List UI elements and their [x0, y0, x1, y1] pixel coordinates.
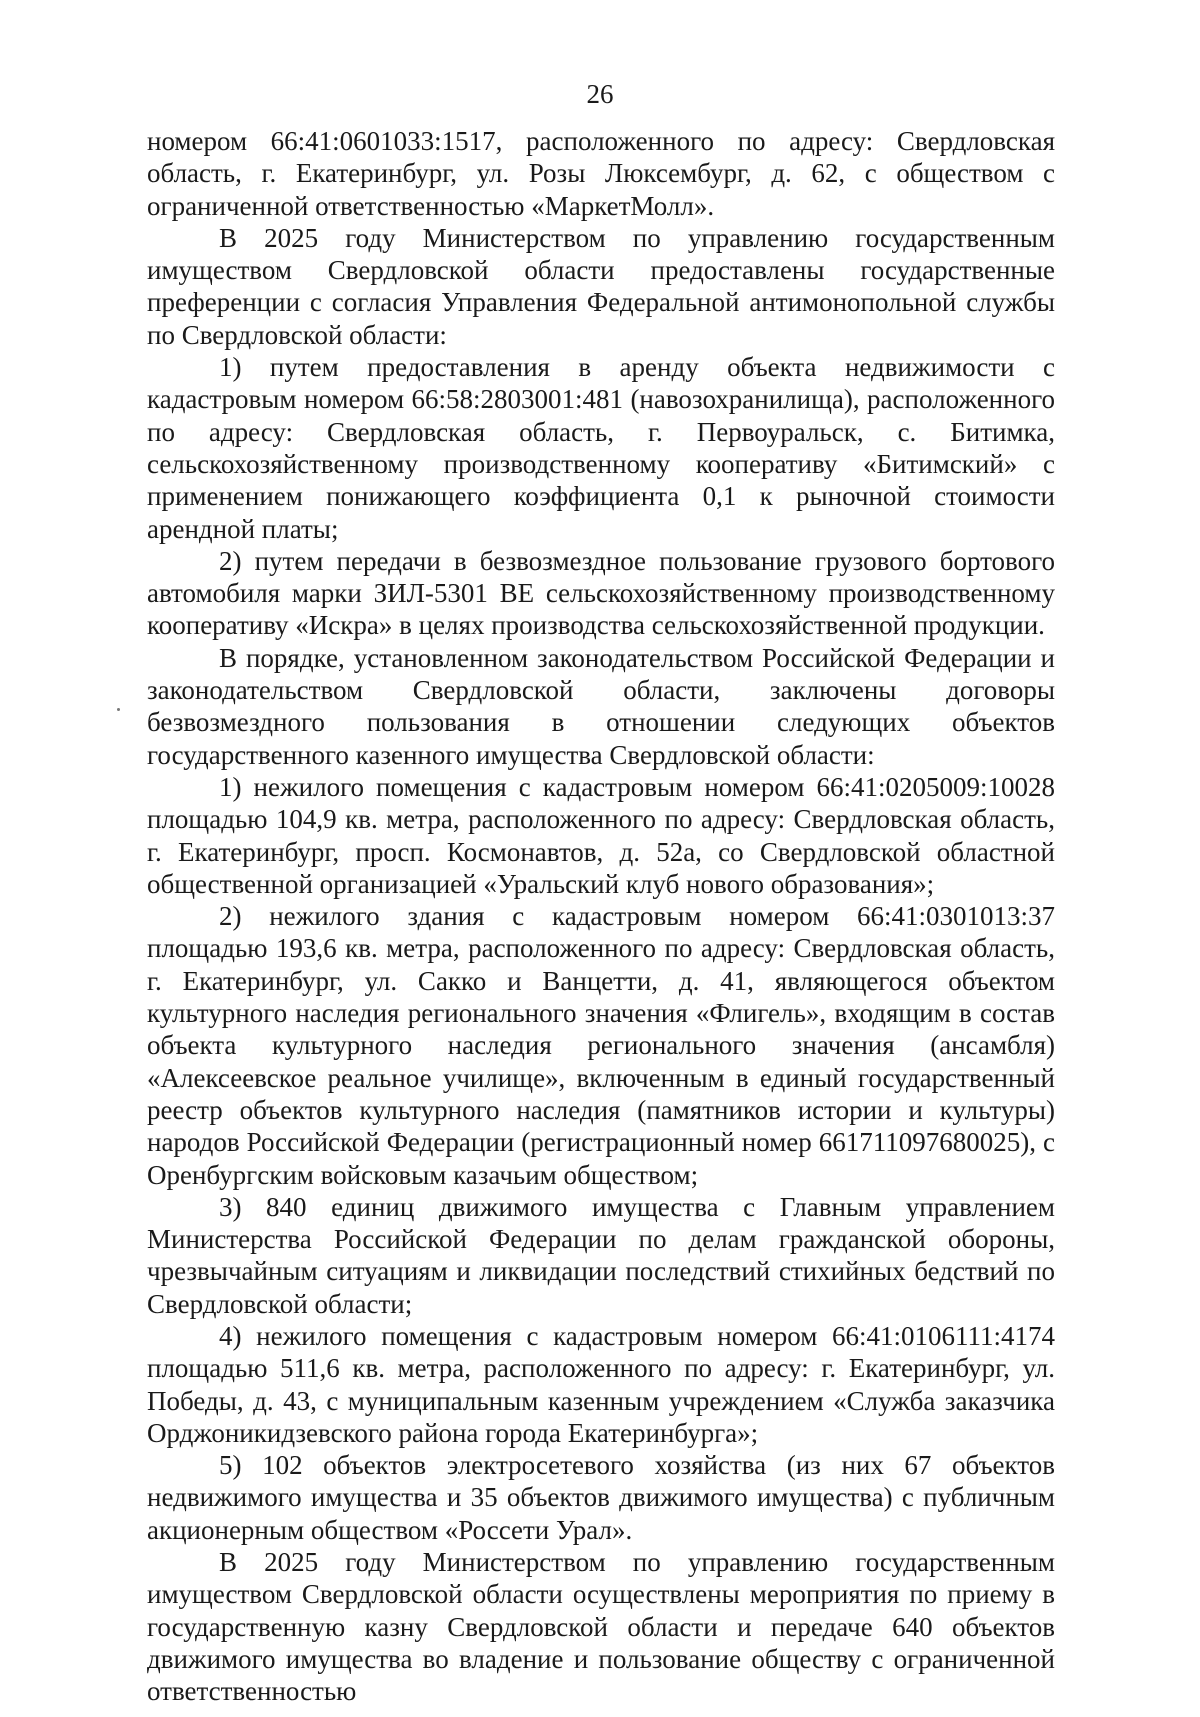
paragraph-contract-item-4: 4) нежилого помещения с кадастровым номером 66:41:0106111:4174 площадью 511,6 кв. метра, расположенного по адресу: г. Екатеринбург, ул. Победы, д. 43, с муниципальным казенным учреждением «Служба заказчика Орджоникидзевского района города Екатеринбурга»; — [147, 1320, 1055, 1448]
paragraph-contract-item-5: 5) 102 объектов электросетевого хозяйства (из них 67 объектов недвижимого имущества и 35 объектов движимого имущества) с публичным акционерным обществом «Россети Урал». — [147, 1450, 1055, 1545]
paragraph-contract-item-1: 1) нежилого помещения с кадастровым номером 66:41:0205009:10028 площадью 104,9 кв. метра, расположенного по адресу: Свердловская область, г. Екатеринбург, просп. Космонавтов, д. 52а, со Свердловской областной общественной организацией «Уральский клуб нового образования»; — [147, 771, 1055, 899]
paragraph-continuation: номером 66:41:0601033:1517, расположенного по адресу: Свердловская область, г. Екатеринбург, ул. Розы Люксембург, д. 62, с обществом с ограниченной ответственностью «МаркетМолл». — [147, 126, 1055, 221]
paragraph-preference-item-1: 1) путем предоставления в аренду объекта недвижимости с кадастровым номером 66:58:2803001:481 (навозохранилища), расположенного по адресу: Свердловская область, г. Первоуральск, с. Битимка, сельскохозяйственному производственному кооперативу «Битимский» с применением понижающего коэффициента 0,1 к рыночной стоимости арендной платы; — [147, 352, 1055, 544]
paragraph-contract-item-3: 3) 840 единиц движимого имущества с Главным управлением Министерства Российской Федерации по делам гражданской обороны, чрезвычайным ситуациям и ликвидации последствий стихийных бедствий по Свердловской области; — [147, 1191, 1055, 1319]
paragraph-treasury-transfer: В 2025 году Министерством по управлению государственным имуществом Свердловской области осуществлены мероприятия по приему в государственную казну Свердловской области и передаче 640 объектов движимого имущества во владение и пользование обществу с ограниченной ответственностью — [147, 1547, 1055, 1707]
scan-artifact-dot — [117, 708, 120, 711]
paragraph-contracts-intro: В порядке, установленном законодательством Российской Федерации и законодательством Свердловской области, заключены договоры безвозмездного пользования в отношении следующих объектов государственного казенного имущества Свердловской области: — [147, 642, 1055, 770]
document-body — [147, 125, 1055, 1708]
paragraph-preferences-intro: В 2025 году Министерством по управлению государственным имуществом Свердловской области предоставлены государственные преференции с согласия Управления Федеральной антимонопольной службы по Свердловской области: — [147, 222, 1055, 350]
paragraph-contract-item-2: 2) нежилого здания с кадастровым номером 66:41:0301013:37 площадью 193,6 кв. метра, расположенного по адресу: Свердловская область, г. Екатеринбург, ул. Сакко и Ванцетти, д. 41, являющегося объектом культурного наследия регионального значения «Флигель», входящим в состав объекта культурного наследия регионального значения (ансамбля) «Алексеевское реальное училище», включенным в единый государственный реестр объектов культурного наследия (памятников истории и культуры) народов Российской Федерации (регистрационный номер 661711097680025), с Оренбургским войсковым казачьим обществом; — [147, 901, 1055, 1190]
paragraph-preference-item-2: 2) путем передачи в безвозмездное пользование грузового бортового автомобиля марки ЗИЛ-5301 ВЕ сельскохозяйственному производственному кооперативу «Искра» в целях производства сельскохозяйственной продукции. — [147, 545, 1055, 641]
page-number: 26 — [586, 79, 614, 109]
